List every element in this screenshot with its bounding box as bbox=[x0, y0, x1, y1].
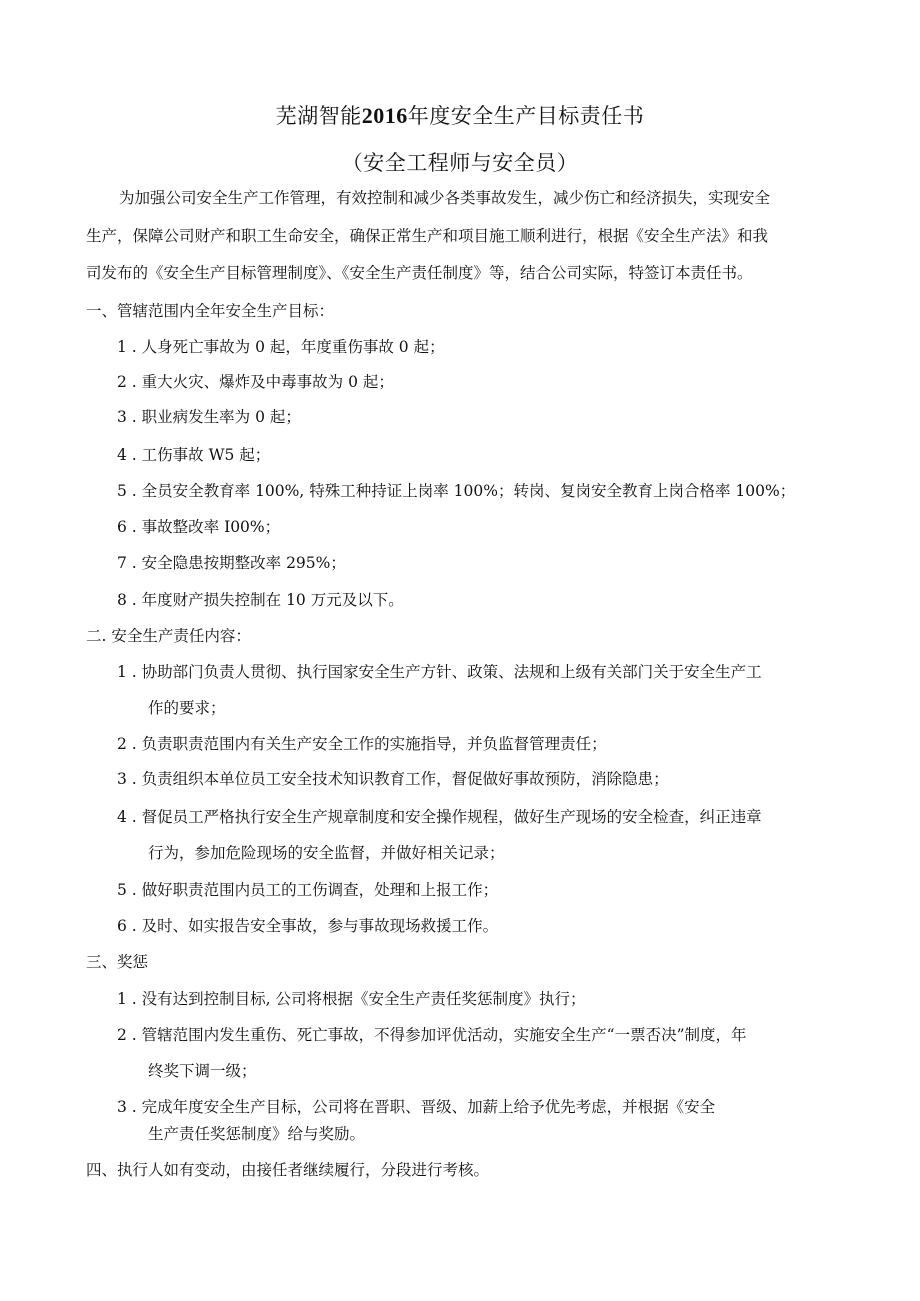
section2-item-4-cont: 行为，参加危险现场的安全监督，并做好相关记录； bbox=[148, 844, 505, 862]
section1-item-8: 8 . 年度财产损失控制在 10 万元及以下。 bbox=[117, 591, 404, 609]
section1-item-7: 7 . 安全隐患按期整改率 295%； bbox=[117, 554, 346, 572]
document-subtitle: （安全工程师与安全员） bbox=[341, 151, 579, 175]
section1-item-4: 4 . 工伤事故 W5 起； bbox=[117, 446, 271, 464]
section3-item-3: 3 . 完成年度安全生产目标，公司将在晋职、晋级、加薪上给予优先考虑，并根据《安全 bbox=[117, 1098, 716, 1116]
section1-item-1: 1 . 人身死亡事故为 0 起，年度重伤事故 0 起； bbox=[117, 338, 445, 356]
section2-item-6: 6 . 及时、如实报告安全事故，参与事故现场救援工作。 bbox=[117, 917, 499, 935]
section3-item-2-cont: 终奖下调一级； bbox=[148, 1062, 257, 1080]
intro-line-3: 司发布的《安全生产目标管理制度》、《安全生产责任制度》等，结合公司实际，特签订本责任书。 bbox=[86, 264, 753, 282]
section2-item-2: 2 . 负责职责范围内有关生产安全工作的实施指导，并负监督管理责任； bbox=[117, 735, 607, 753]
document-title bbox=[0, 100, 920, 130]
section1-item-5: 5 . 全员安全教育率 100%, 特殊工种持证上岗率 100%；转岗、复岗安全教育上岗合格率 100%； bbox=[117, 482, 796, 500]
section1-item-2: 2 . 重大火灾、爆炸及中毒事故为 0 起； bbox=[117, 373, 394, 391]
section2-heading: 二. 安全生产责任内容： bbox=[86, 627, 251, 645]
section3-item-2: 2 . 管辖范围内发生重伤、死亡事故，不得参加评优活动，实施安全生产“一票否决”制度，年 bbox=[117, 1026, 747, 1044]
section2-item-1-cont: 作的要求； bbox=[148, 699, 226, 717]
section3-item-3-cont: 生产责任奖惩制度》给与奖励。 bbox=[148, 1125, 366, 1143]
section2-item-3: 3 . 负责组织本单位员工安全技术知识教育工作，督促做好事故预防，消除隐患； bbox=[117, 770, 669, 788]
section2-item-1: 1 . 协助部门负责人贯彻、执行国家安全生产方针、政策、法规和上级有关部门关于安全生产工 bbox=[117, 663, 762, 681]
section3-item-1: 1 . 没有达到控制目标, 公司将根据《安全生产责任奖惩制度》执行； bbox=[117, 990, 586, 1008]
section3-heading: 三、奖惩 bbox=[86, 953, 149, 971]
section1-heading: 一、管辖范围内全年安全生产目标： bbox=[86, 302, 335, 320]
title-year: 2016 bbox=[361, 103, 408, 128]
intro-line-2: 生产，保障公司财产和职工生命安全，确保正常生产和项目施工顺利进行，根据《安全生产法》和我 bbox=[86, 227, 769, 245]
section2-item-4: 4 . 督促员工严格执行安全生产规章制度和安全操作规程，做好生产现场的安全检查，纠正违章 bbox=[117, 808, 762, 826]
section1-item-6: 6 . 事故整改率 I00%； bbox=[117, 518, 281, 536]
section4-heading: 四、执行人如有变动，由接任者继续履行，分段进行考核。 bbox=[86, 1161, 490, 1179]
intro-line-1: 为加强公司安全生产工作管理，有效控制和减少各类事故发生，减少伤亡和经济损失，实现安全 bbox=[119, 189, 771, 207]
section2-item-5: 5 . 做好职责范围内员工的工伤调查，处理和上报工作； bbox=[117, 881, 499, 899]
title-prefix: 芜湖智能 bbox=[275, 104, 362, 128]
title-suffix: 年度安全生产目标责任书 bbox=[407, 104, 645, 128]
section1-item-3: 3 . 职业病发生率为 0 起； bbox=[117, 408, 301, 426]
